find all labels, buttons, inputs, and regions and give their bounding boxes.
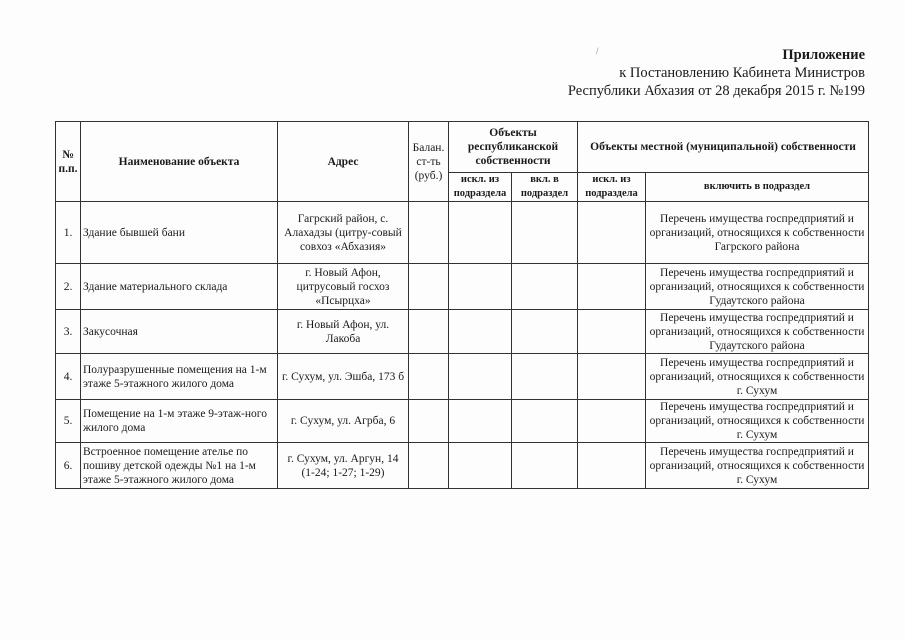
row-num: 3. (56, 310, 81, 354)
row-address: г. Новый Афон, цитрусовый госхоз «Псырцха» (278, 264, 409, 310)
row-include: Перечень имущества госпредприятий и организаций, относящихся к собственности г. Сухум (646, 354, 869, 400)
col-republic: Объекты республиканской собственности (449, 122, 578, 173)
row-address: г. Сухум, ул. Эшба, 173 б (278, 354, 409, 400)
col-loc-incl: включить в подраздел (646, 173, 869, 202)
row-name: Встроенное помещение ателье по пошиву детской одежды №1 на 1-м этаже 5-этажного жилого дома (81, 443, 278, 489)
appendix-line-1: к Постановлению Кабинета Министров (619, 65, 865, 81)
row-num: 2. (56, 264, 81, 310)
table-row (56, 202, 869, 264)
row-rep-incl (512, 310, 578, 354)
row-include: Перечень имущества госпредприятий и организаций, относящихся к собственности Гудаутского района (646, 264, 869, 310)
col-balance: Балан. ст-ть (руб.) (409, 122, 449, 202)
row-include: Перечень имущества госпредприятий и организаций, относящихся к собственности г. Сухум (646, 400, 869, 443)
row-rep-excl (449, 264, 512, 310)
col-loc-excl: искл. из подраздела (578, 173, 646, 202)
table-row (56, 264, 869, 310)
row-balance (409, 400, 449, 443)
row-loc-excl (578, 202, 646, 264)
row-balance (409, 354, 449, 400)
row-loc-excl (578, 400, 646, 443)
row-name: Полуразрушенные помещения на 1-м этаже 5-этажного жилого дома (81, 354, 278, 400)
row-rep-incl (512, 443, 578, 489)
row-loc-excl (578, 443, 646, 489)
col-num: № п.п. (56, 122, 81, 202)
row-name: Помещение на 1-м этаже 9-этаж-ного жилого дома (81, 400, 278, 443)
row-rep-incl (512, 400, 578, 443)
table-row (56, 354, 869, 400)
row-loc-excl (578, 354, 646, 400)
row-address: г. Сухум, ул. Агрба, 6 (278, 400, 409, 443)
row-balance (409, 264, 449, 310)
pen-mark: / (596, 46, 599, 56)
row-name: Закусочная (81, 310, 278, 354)
table-row (56, 310, 869, 354)
row-loc-excl (578, 310, 646, 354)
appendix-title: Приложение (782, 47, 865, 63)
row-num: 1. (56, 202, 81, 264)
col-local: Объекты местной (муниципальной) собственности (578, 122, 869, 173)
row-rep-excl (449, 400, 512, 443)
row-rep-excl (449, 310, 512, 354)
row-name: Здание бывшей бани (81, 202, 278, 264)
row-num: 6. (56, 443, 81, 489)
row-rep-incl (512, 354, 578, 400)
row-address: Гагрский район, с. Алахадзы (цитру-совый совхоз «Абхазия» (278, 202, 409, 264)
col-rep-excl: искл. из подраздела (449, 173, 512, 202)
row-rep-excl (449, 443, 512, 489)
col-address: Адрес (278, 122, 409, 202)
row-balance (409, 310, 449, 354)
row-rep-incl (512, 202, 578, 264)
table-row (56, 400, 869, 443)
row-address: г. Сухум, ул. Аргун, 14 (1-24; 1-27; 1-29) (278, 443, 409, 489)
col-rep-incl: вкл. в подраздел (512, 173, 578, 202)
row-loc-excl (578, 264, 646, 310)
table-row (56, 443, 869, 489)
row-rep-excl (449, 202, 512, 264)
row-include: Перечень имущества госпредприятий и организаций, относящихся к собственности Гагрского района (646, 202, 869, 264)
row-include: Перечень имущества госпредприятий и организаций, относящихся к собственности Гудаутского района (646, 310, 869, 354)
row-num: 5. (56, 400, 81, 443)
appendix-line-2: Республики Абхазия от 28 декабря 2015 г. №199 (567, 83, 865, 99)
row-balance (409, 443, 449, 489)
objects-table (55, 121, 869, 489)
col-name: Наименование объекта (81, 122, 278, 202)
row-include: Перечень имущества госпредприятий и организаций, относящихся к собственности г. Сухум (646, 443, 869, 489)
row-rep-incl (512, 264, 578, 310)
row-num: 4. (56, 354, 81, 400)
row-name: Здание материального склада (81, 264, 278, 310)
row-balance (409, 202, 449, 264)
row-rep-excl (449, 354, 512, 400)
row-address: г. Новый Афон, ул. Лакоба (278, 310, 409, 354)
